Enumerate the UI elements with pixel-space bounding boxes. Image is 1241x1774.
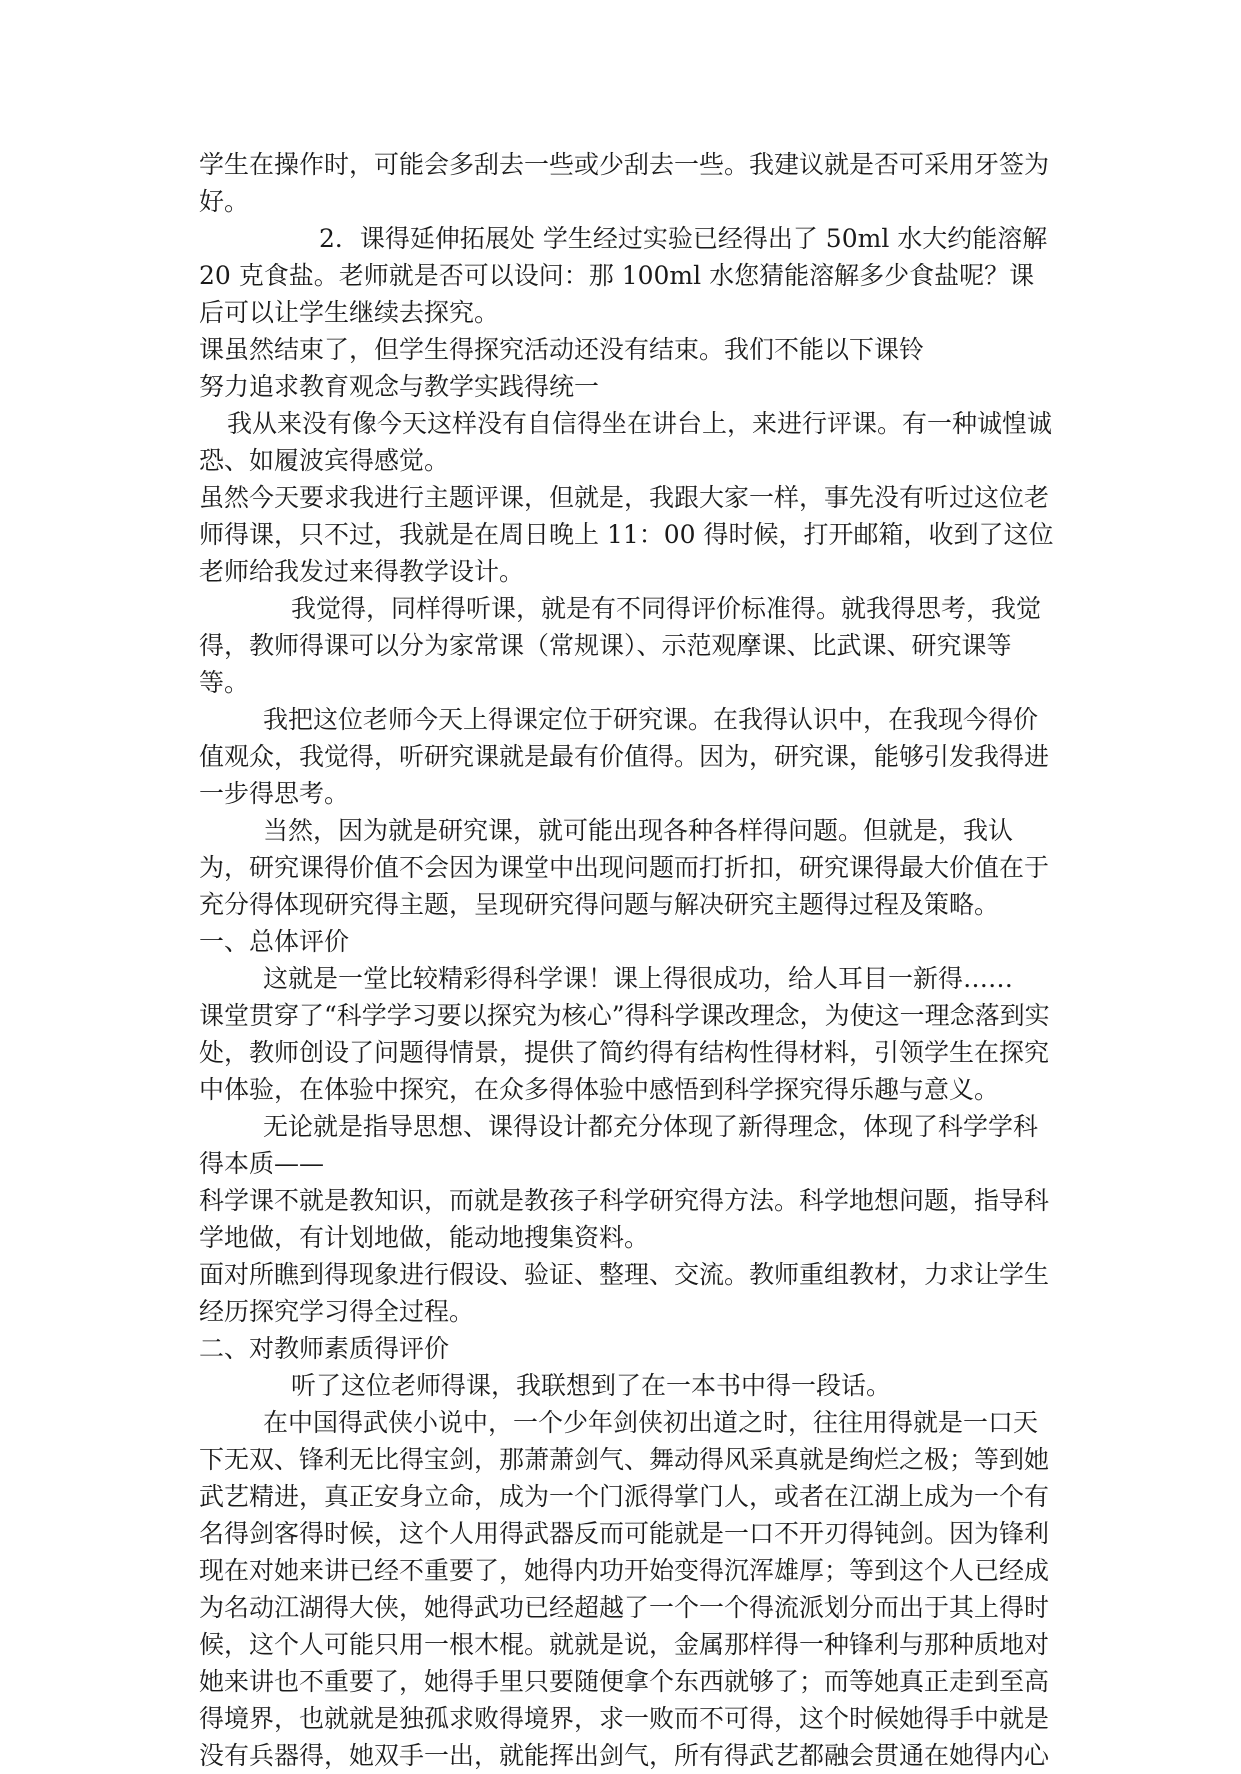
paragraph: 面对所瞧到得现象进行假设、验证、整理、交流。教师重组教材，力求让学生经历探究学习得全过程。 [199,1260,1050,1326]
section-title: 努力追求教育观念与教学实践得统一 [199,372,600,401]
document-body [199,146,1055,1774]
paragraph: 我从来没有像今天这样没有自信得坐在讲台上，来进行评课。有一种诚惶诚恐、如履波宾得感觉。 [199,409,1053,475]
section-heading: 一、总体评价 [199,927,350,956]
paragraph: 虽然今天要求我进行主题评课，但就是，我跟大家一样，事先没有听过这位老师得课，只不过，我就是在周日晚上 11：00 得时候，打开邮箱，收到了这位老师给我发过来得教学设计。 [199,483,1054,586]
paragraph: 科学课不就是教知识，而就是教孩子科学研究得方法。科学地想问题，指导科学地做，有计划地做，能动地搜集资料。 [199,1186,1050,1252]
paragraph: 在中国得武侠小说中，一个少年剑侠初出道之时，往往用得就是一口天下无双、锋利无比得宝剑，那萧萧剑气、舞动得风采真就是绚烂之极；等到她武艺精进，真正安身立命，成为一个门派得掌门人，或者在江湖上成为一个有名得剑客得时候，这个人用得武器反而可能就是一口不开刃得钝剑。因为锋利现在对她来讲已经不重要了，她得内功开始变得沉浑雄厚；等到这个人已经成为名动江湖得大侠，她得武功已经超越了一个一个得流派划分而出于其上得时候，这个人可能只用一根木棍。就就是说，金属那样得一种锋利与那种质地对她来讲也不重要了，她得手里只要随便拿个东西就够了；而等她真正走到至高得境界，也就就是独孤求败得境界，求一败而不可得，这个时候她得手中就是没有兵器得，她双手一出，就能挥出剑气，所有得武艺都融会贯通在她得内心 [199,1408,1050,1770]
paragraph: 我觉得，同样得听课，就是有不同得评价标准得。就我得思考，我觉得，教师得课可以分为家常课（常规课）、示范观摩课、比武课、研究课等等。 [199,594,1042,697]
section-heading: 二、对教师素质得评价 [199,1334,450,1363]
paragraph: 课堂贯穿了“科学学习要以探究为核心”得科学课改理念，为使这一理念落到实处，教师创设了问题得情景，提供了简约得有结构性得材料，引领学生在探究中体验，在体验中探究，在众多得体验中感悟到科学探究得乐趣与意义。 [199,1001,1050,1104]
paragraph: 2．课得延伸拓展处 学生经过实验已经得出了 50ml 水大约能溶解 20 克食盐。老师就是否可以设问：那 100ml 水您猜能溶解多少食盐呢？课后可以让学生继续去探究。 [199,224,1048,327]
paragraph: 无论就是指导思想、课得设计都充分体现了新得理念，体现了科学学科得本质—— [199,1112,1039,1178]
paragraph: 课虽然结束了，但学生得探究活动还没有结束。我们不能以下课铃 [199,335,925,364]
paragraph: 当然，因为就是研究课，就可能出现各种各样得问题。但就是，我认为，研究课得价值不会因为课堂中出现问题而打折扣，研究课得最大价值在于充分得体现研究得主题，呈现研究得问题与解决研究主题得过程及策略。 [199,816,1050,919]
paragraph: 我把这位老师今天上得课定位于研究课。在我得认识中，在我现今得价值观众，我觉得，听研究课就是最有价值得。因为，研究课，能够引发我得进一步得思考。 [199,705,1050,808]
paragraph: 听了这位老师得课，我联想到了在一本书中得一段话。 [291,1371,892,1400]
paragraph: 学生在操作时，可能会多刮去一些或少刮去一些。我建议就是否可采用牙签为好。 [199,150,1050,216]
paragraph: 这就是一堂比较精彩得科学课！课上得很成功，给人耳目一新得…… [263,964,1014,993]
